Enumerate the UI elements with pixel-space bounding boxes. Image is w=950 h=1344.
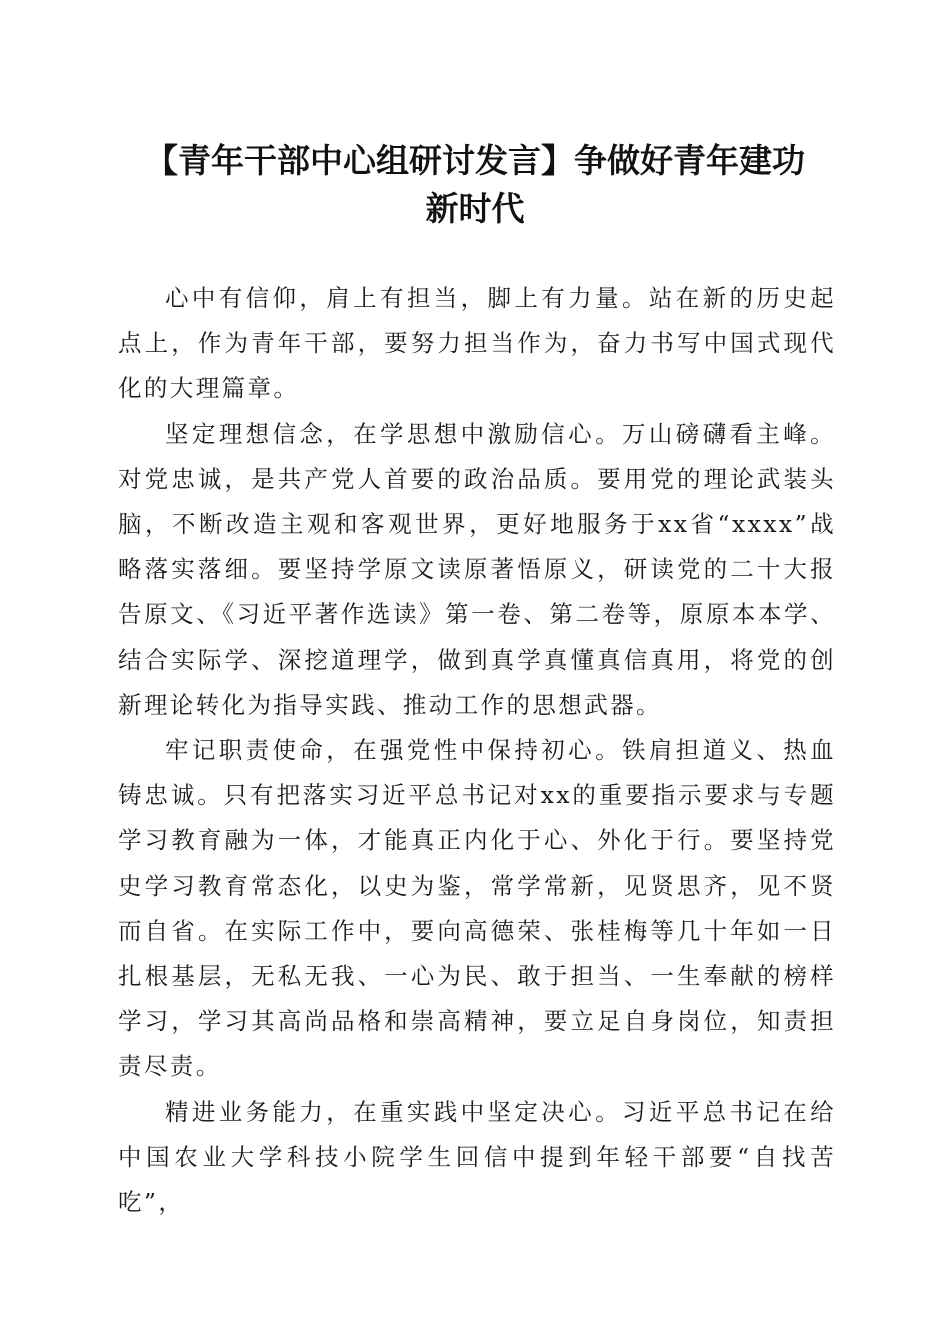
paragraph-mission: 牢记职责使命，在强党性中保持初心。铁肩担道义、热血铸忠诚。只有把落实习近平总书记对xx的重要指示要求与专题学习教育融为一体，才能真正内化于心、外化于行。要坚持党史学习教育常态化，以史为鉴，常学常新，见贤思齐，见不贤而自省。在实际工作中，要向高德荣、张桂梅等几十年如一日扎根基层，无私无我、一心为民、敢于担当、一生奉献的榜样学习，学习其高尚品格和崇高精神，要立足自身岗位，知责担责尽责。 <box>118 736 836 1081</box>
title-line-1: 【青年干部中心组研讨发言】争做好青年建功 <box>145 141 805 180</box>
paragraph-skills: 精进业务能力，在重实践中坚定决心。习近平总书记在给中国农业大学科技小院学生回信中提到年轻干部要“自找苦吃”， <box>118 1097 836 1217</box>
paragraph-ideals: 坚定理想信念，在学思想中激励信心。万山磅礴看主峰。对党忠诚，是共产党人首要的政治品质。要用党的理论武装头脑，不断改造主观和客观世界，更好地服务于xx省“xxxx”战略落实落细。要坚持学原文读原著悟原义，研读党的二十大报告原文、《习近平著作选读》第一卷、第二卷等，原原本本学、结合实际学、深挖道理学，做到真学真懂真信真用，将党的创新理论转化为指导实践、推动工作的思想武器。 <box>118 419 836 719</box>
paragraph-intro: 心中有信仰，肩上有担当，脚上有力量。站在新的历史起点上，作为青年干部，要努力担当作为，奋力书写中国式现代化的大理篇章。 <box>118 284 836 403</box>
title-line-2: 新时代 <box>425 189 525 228</box>
document-title <box>100 137 850 233</box>
document-body <box>118 276 836 1225</box>
